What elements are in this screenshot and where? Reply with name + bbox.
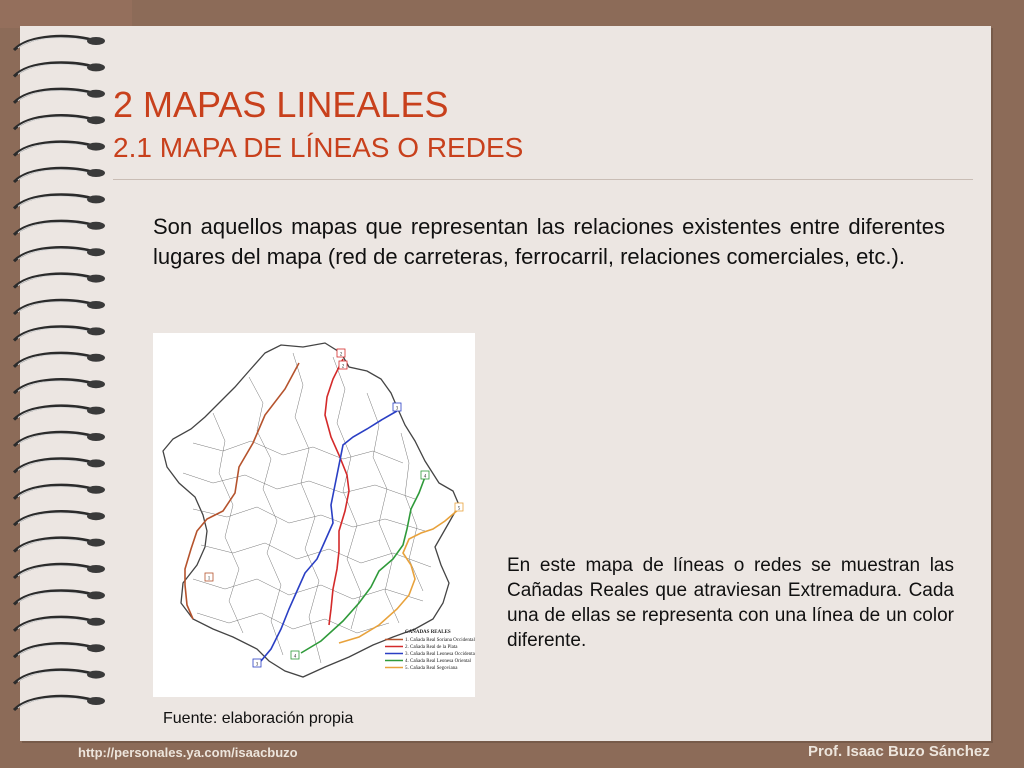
legend-label-4: 4. Cañada Real Leonesa Oriental [405, 659, 471, 664]
spiral-ring [14, 459, 105, 473]
title-divider [113, 179, 973, 180]
spiral-ring [14, 274, 105, 288]
svg-text:1: 1 [207, 576, 211, 582]
svg-text:2: 2 [341, 364, 345, 370]
spiral-ring [14, 63, 105, 77]
spiral-ring [14, 300, 105, 314]
spiral-ring [14, 36, 105, 50]
svg-text:3: 3 [255, 662, 259, 668]
spiral-ring [14, 353, 105, 367]
svg-text:5: 5 [457, 506, 461, 512]
svg-text:4: 4 [423, 474, 427, 480]
spiral-ring [14, 142, 105, 156]
slide-title: 2 MAPAS LINEALES [113, 84, 449, 125]
legend-label-3: 3. Cañada Real Leonesa Occidental [405, 652, 475, 657]
spiral-ring [14, 512, 105, 526]
map-figure [153, 333, 475, 697]
spiral-ring [14, 564, 105, 578]
spiral-ring [14, 89, 105, 103]
spiral-ring [14, 432, 105, 446]
figure-caption: Fuente: elaboración propia [163, 710, 354, 727]
spiral-ring [14, 248, 105, 262]
footer-url[interactable]: http://personales.ya.com/isaacbuzo [78, 745, 298, 760]
spiral-binding [0, 0, 120, 768]
svg-text:2: 2 [339, 352, 343, 358]
legend-title: CAÑADAS REALES [405, 630, 451, 635]
svg-text:3: 3 [395, 406, 399, 412]
spiral-ring [14, 116, 105, 130]
canadas-reales-map [153, 333, 475, 697]
spiral-ring [14, 168, 105, 182]
legend-label-5: 5. Cañada Real Segoviana [405, 666, 458, 671]
intro-paragraph: Son aquellos mapas que representan las relaciones existentes entre diferentes lugares del mapa (red de carreteras, ferrocarril, relaciones comerciales, etc.). [153, 214, 945, 269]
spiral-ring [14, 195, 105, 209]
spiral-ring [14, 406, 105, 420]
map-description: En este mapa de líneas o redes se muestran las Cañadas Reales que atraviesan Extremadura. Cada una de ellas se representa con una línea de un color diferente. [507, 555, 954, 651]
region-outline [163, 343, 459, 677]
spiral-ring [14, 696, 105, 710]
legend-label-2: 2. Cañada Real de la Plata [405, 645, 458, 650]
spiral-ring [14, 644, 105, 658]
spiral-ring [14, 485, 105, 499]
spiral-ring [14, 538, 105, 552]
svg-text:4: 4 [293, 654, 297, 660]
spiral-ring [14, 617, 105, 631]
spiral-ring [14, 380, 105, 394]
spiral-ring [14, 670, 105, 684]
spiral-ring [14, 327, 105, 341]
spiral-ring [14, 591, 105, 605]
slide-subtitle: 2.1 MAPA DE LÍNEAS O REDES [113, 132, 524, 163]
legend-label-1: 1. Cañada Real Soriana Occidental [405, 638, 475, 643]
footer-author: Prof. Isaac Buzo Sánchez [808, 743, 990, 760]
spiral-ring [14, 221, 105, 235]
